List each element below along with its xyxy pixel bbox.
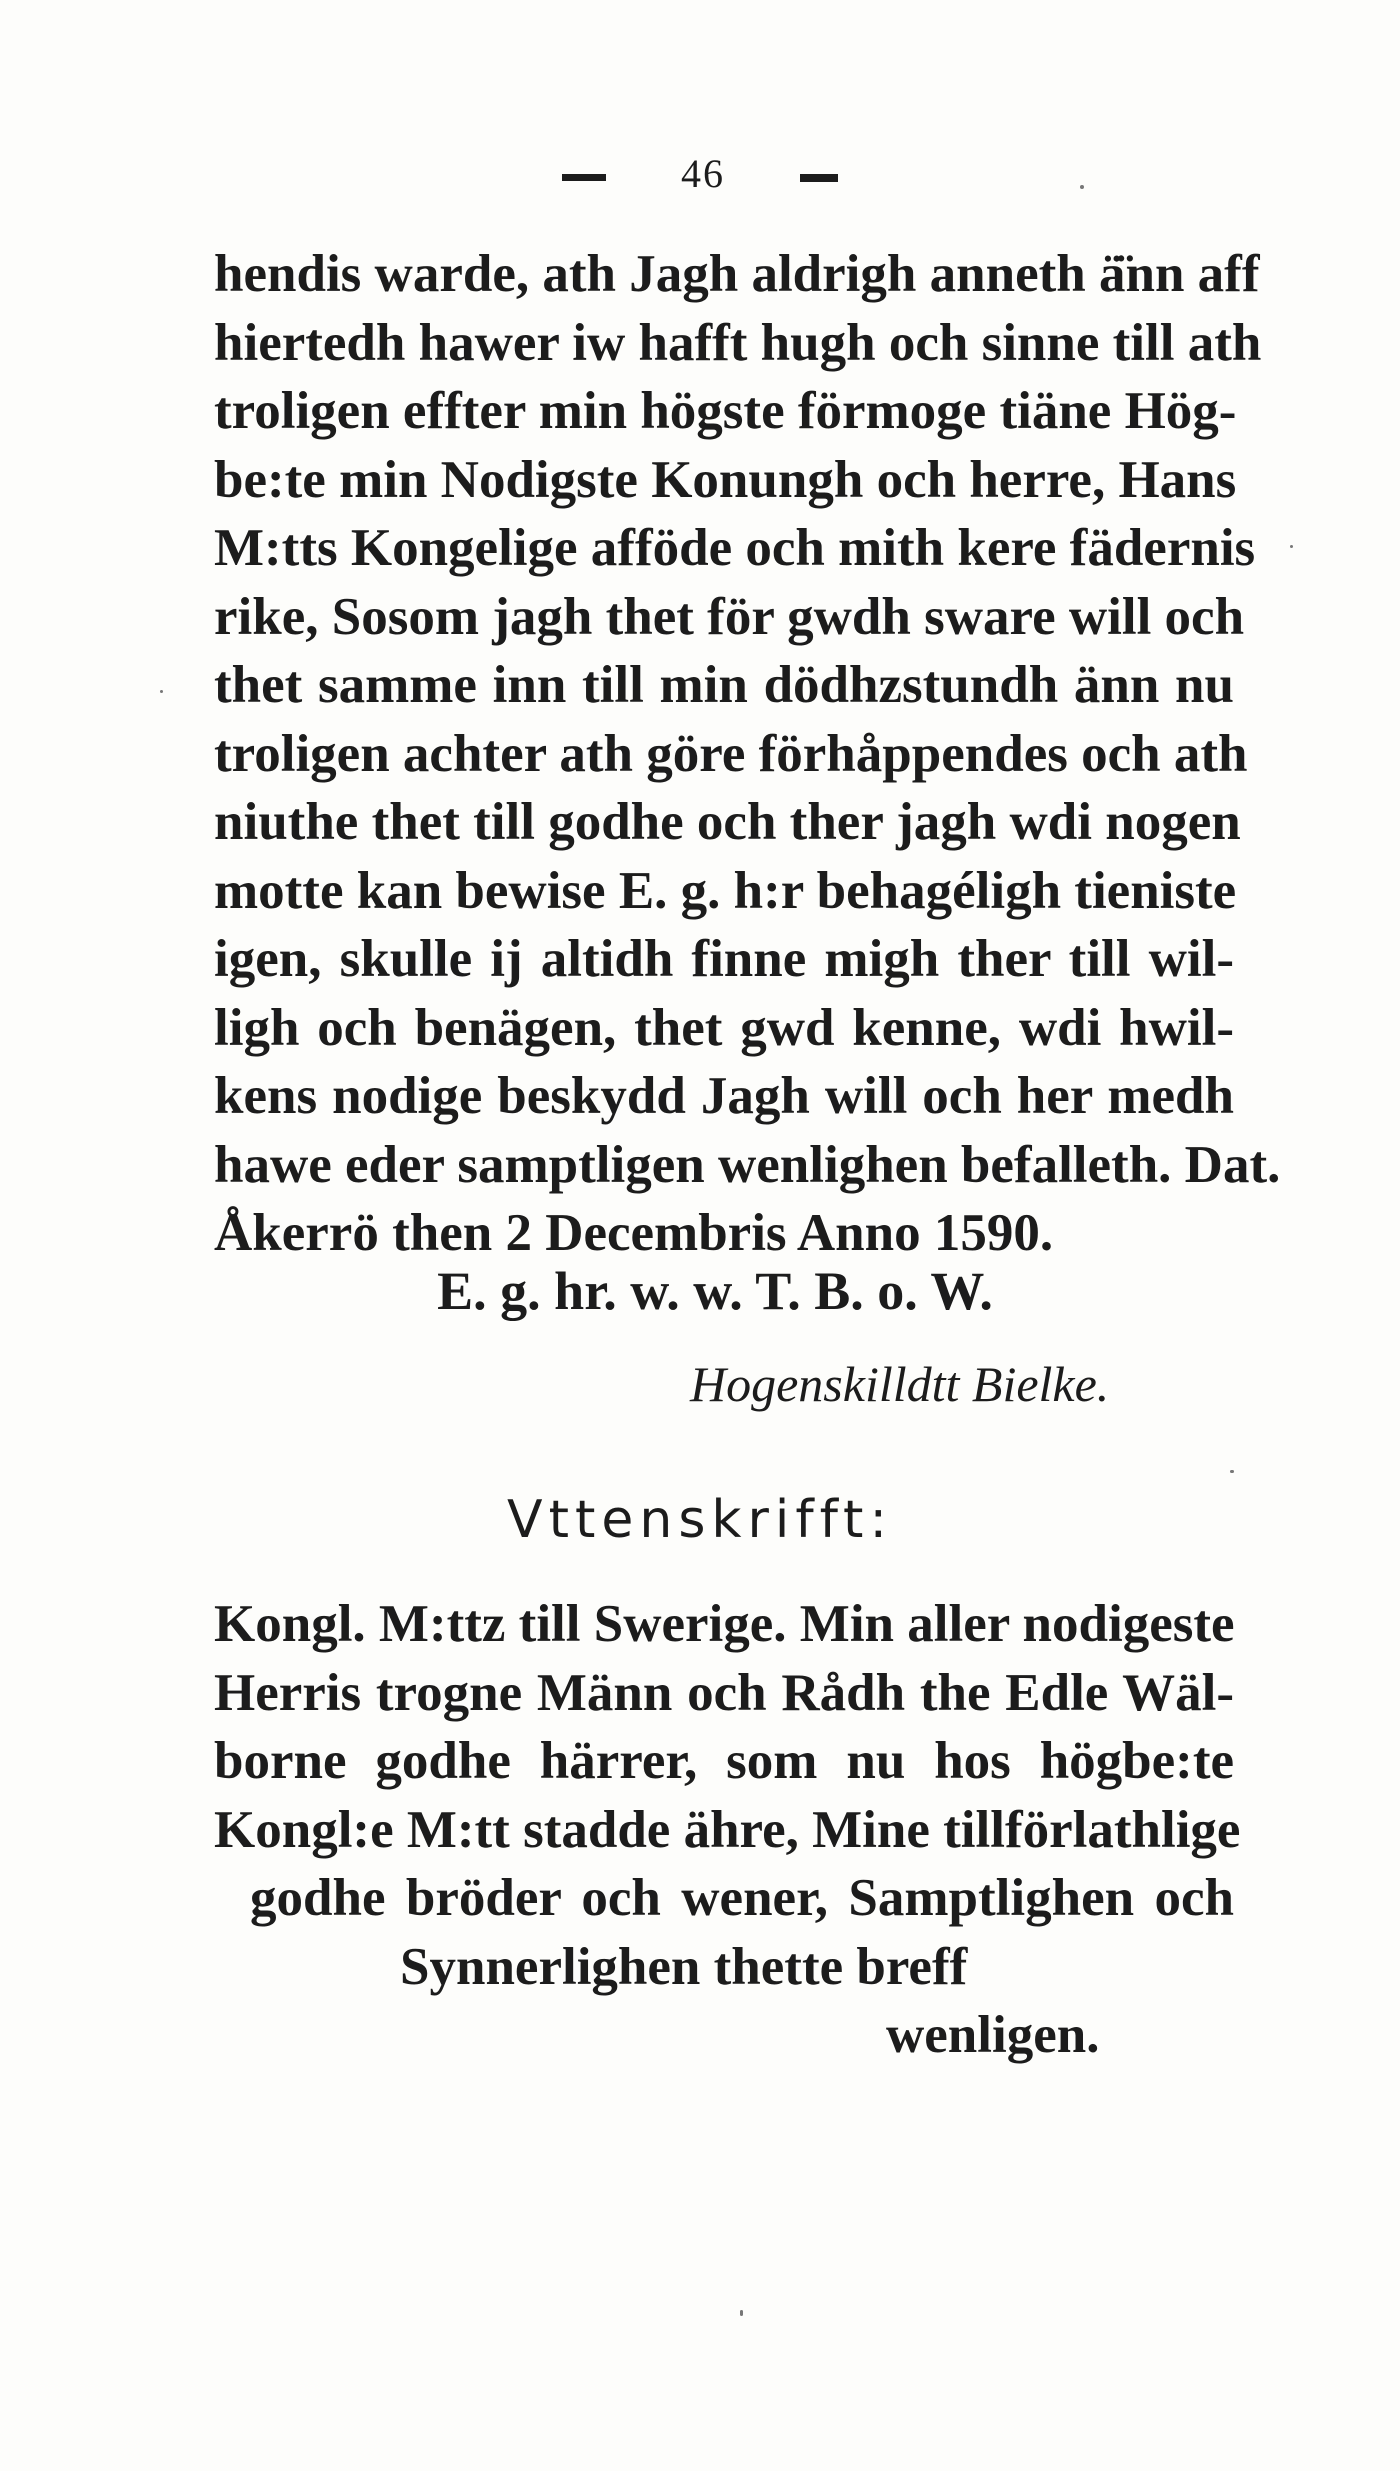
letter-line: kens nodige beskydd Jagh will och her medh [214,1067,1234,1125]
letter-line: ligh och benägen, thet gwd kenne, wdi hwil- [214,998,1234,1057]
letter-signoff: E. g. hr. w. w. T. B. o. W. [437,1261,993,1321]
print-speck [160,690,163,693]
letter-line: hawe eder samptligen wenlighen befalleth. Dat. [214,1135,1281,1194]
print-speck [1290,545,1293,548]
letter-line: rike, Sosom jagh thet för gwdh sware will och [214,587,1245,646]
letter-line-date: Åkerrö then 2 Decembris Anno 1590. [214,1204,1054,1262]
letter-line: M:tts Kongelige afföde och mith kere fädernis [214,519,1256,577]
print-speck [1230,1470,1234,1473]
letter-line: be:te min Nodigste Konungh och herre, Hans [214,450,1237,509]
header-rule-left [562,174,606,181]
address-line: Synnerlighen thette breff [400,1937,968,1996]
address-line: Herris trogne Männ och Rådh the Edle Wäl- [214,1663,1234,1722]
letter-body [214,240,1281,1268]
letter-line: thet samme inn till min dödhzstundh änn nu [214,656,1234,714]
letter-line: troligen achter ath göre förhåppendes och ath [214,724,1248,783]
page-number: 46 [681,151,725,196]
letter-line: hiertedh hawer iw hafft hugh och sinne till ath [214,313,1262,372]
address-line: borne godhe härrer, som nu hos högbe:te [214,1732,1234,1790]
letter-line: hendis warde, ath Jagh aldrigh anneth ä̈nn aff [214,245,1260,303]
address-block [214,1590,1241,2070]
print-speck [740,2310,743,2316]
print-speck [1080,185,1084,189]
letter-line: niuthe thet till godhe och ther jagh wdi nogen [214,793,1241,851]
letter-line: troligen effter min högste förmoge tiäne Hög- [214,382,1237,440]
letter-signature: Hogenskilldtt Bielke. [690,1356,1110,1412]
letter-line: igen, skulle ij altidh finne migh ther till wil- [214,930,1234,988]
address-line: Kongl:e M:tt stadde ähre, Mine tillförlathlige [214,1800,1241,1859]
letter-line: motte kan bewise E. g. h:r behagéligh tieniste [214,861,1237,920]
page-header [0,150,1400,197]
address-line: godhe bröder och wener, Samptlighen och [250,1869,1234,1927]
address-heading: Vttenskrifft: [507,1490,893,1550]
address-line: Kongl. M:ttz till Swerige. Min aller nodigeste [214,1595,1235,1653]
header-rule-right [800,174,838,182]
address-line: wenligen. [886,2006,1100,2064]
